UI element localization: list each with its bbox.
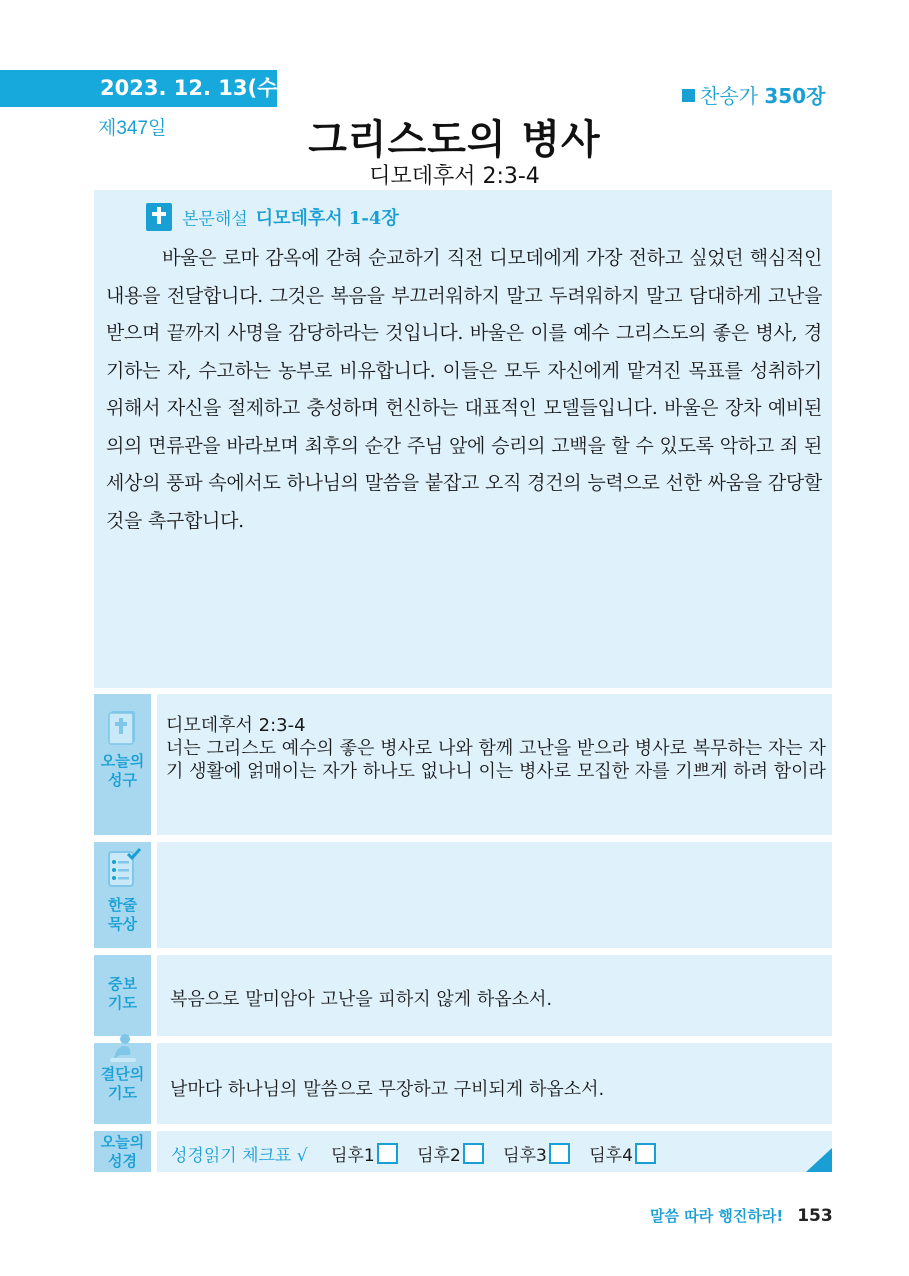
verse-content <box>166 714 826 783</box>
reading-label-line2: 성경 <box>108 1152 137 1170</box>
verse-label-line1: 오늘의 <box>100 752 145 770</box>
meditation-label-line1: 한줄 <box>108 896 137 914</box>
commentary-header <box>146 203 399 233</box>
checkbox[interactable] <box>635 1143 656 1164</box>
page-title: 그리스도의 병사 <box>308 117 601 163</box>
checklist-item[interactable] <box>331 1141 398 1166</box>
reading-checklist <box>171 1141 670 1166</box>
meditation-label-line2: 묵상 <box>108 915 137 933</box>
checklist-label: 성경읽기 체크표 √ <box>171 1146 308 1166</box>
intercession-text: 복음으로 말미암아 고난을 피하지 않게 하옵소서. <box>170 989 553 1010</box>
square-bullet-icon <box>682 89 695 102</box>
intercession-label-line2: 기도 <box>108 994 137 1012</box>
checkbox[interactable] <box>377 1143 398 1164</box>
checklist-item-label: 딤후3 <box>503 1146 547 1166</box>
checklist-item[interactable] <box>589 1141 656 1166</box>
checklist-item[interactable] <box>417 1141 484 1166</box>
page-subtitle: 디모데후서 2:3-4 <box>369 164 540 189</box>
hymn-prefix: 찬송가 <box>700 84 758 108</box>
cross-book-icon <box>146 203 172 231</box>
footer <box>650 1205 833 1226</box>
checklist-icon <box>104 846 142 890</box>
resolution-label-line1: 결단의 <box>100 1065 145 1083</box>
bible-icon <box>106 708 140 746</box>
reading-label-line1: 오늘의 <box>100 1133 145 1151</box>
verse-label-line2: 성구 <box>108 771 137 789</box>
verse-reference: 디모데후서 2:3-4 <box>166 715 306 736</box>
resolution-label-line2: 기도 <box>108 1084 137 1102</box>
verse-text: 너는 그리스도 예수의 좋은 병사로 나와 함께 고난을 받으라 병사로 복무하는 자는 자기 생활에 얽매이는 자가 하나도 없나니 이는 병사로 모집한 자를 기쁘게 하려 함이라 <box>166 738 826 782</box>
verse-label <box>94 694 151 835</box>
intercession-label <box>94 955 151 1036</box>
checkbox[interactable] <box>463 1143 484 1164</box>
commentary-text: 바울은 로마 감옥에 갇혀 순교하기 직전 디모데에게 가장 전하고 싶었던 핵심적인 내용을 전달합니다. 그것은 복음을 부끄러워하지 말고 두려워하지 말고 담대하게 고난을 받으며 끝까지 사명을 감당하라는 것입니다. 바울은 이를 예수 그리스도의 좋은 병사, 경기하는 자, 수고하는 농부로 비유합니다. 이들은 모두 자신에게 맡겨진 목표를 성취하기 위해서 자신을 절제하고 충성하며 헌신하는 대표적인 모델들입니다. 바울은 장차 예비된 의의 면류관을 바라보며 최후의 순간 주님 앞에 승리의 고백을 할 수 있도록 악하고 죄 된 세상의 풍파 속에서도 하나님의 말씀을 붙잡고 오직 경건의 능력으로 선한 싸움을 감당할 것을 촉구합니다. <box>106 247 822 532</box>
hymn-number <box>682 80 825 109</box>
date-tab: 2023. 12. 13(수) <box>0 70 277 107</box>
praying-person-icon <box>106 1033 140 1063</box>
day-count: 제347일 <box>98 118 167 139</box>
page-number: 153 <box>797 1206 833 1226</box>
checklist-item-label: 딤후2 <box>417 1146 461 1166</box>
resolution-label <box>94 1043 151 1124</box>
checklist-item[interactable] <box>503 1141 570 1166</box>
checkbox[interactable] <box>549 1143 570 1164</box>
meditation-panel <box>157 842 832 948</box>
resolution-text: 날마다 하나님의 말씀으로 무장하고 구비되게 하옵소서. <box>170 1079 605 1100</box>
footer-slogan: 말씀 따라 행진하라! <box>650 1207 784 1225</box>
corner-triangle <box>806 1148 832 1172</box>
checklist-item-label: 딤후1 <box>331 1146 375 1166</box>
hymn-value: 350장 <box>764 84 826 108</box>
commentary-label: 본문해설 <box>182 209 248 230</box>
checklist-item-label: 딤후4 <box>589 1146 633 1166</box>
commentary-reference: 디모데후서 1-4장 <box>255 208 399 229</box>
intercession-label-line1: 중보 <box>108 975 137 993</box>
reading-label <box>94 1131 151 1172</box>
meditation-label <box>94 842 151 948</box>
